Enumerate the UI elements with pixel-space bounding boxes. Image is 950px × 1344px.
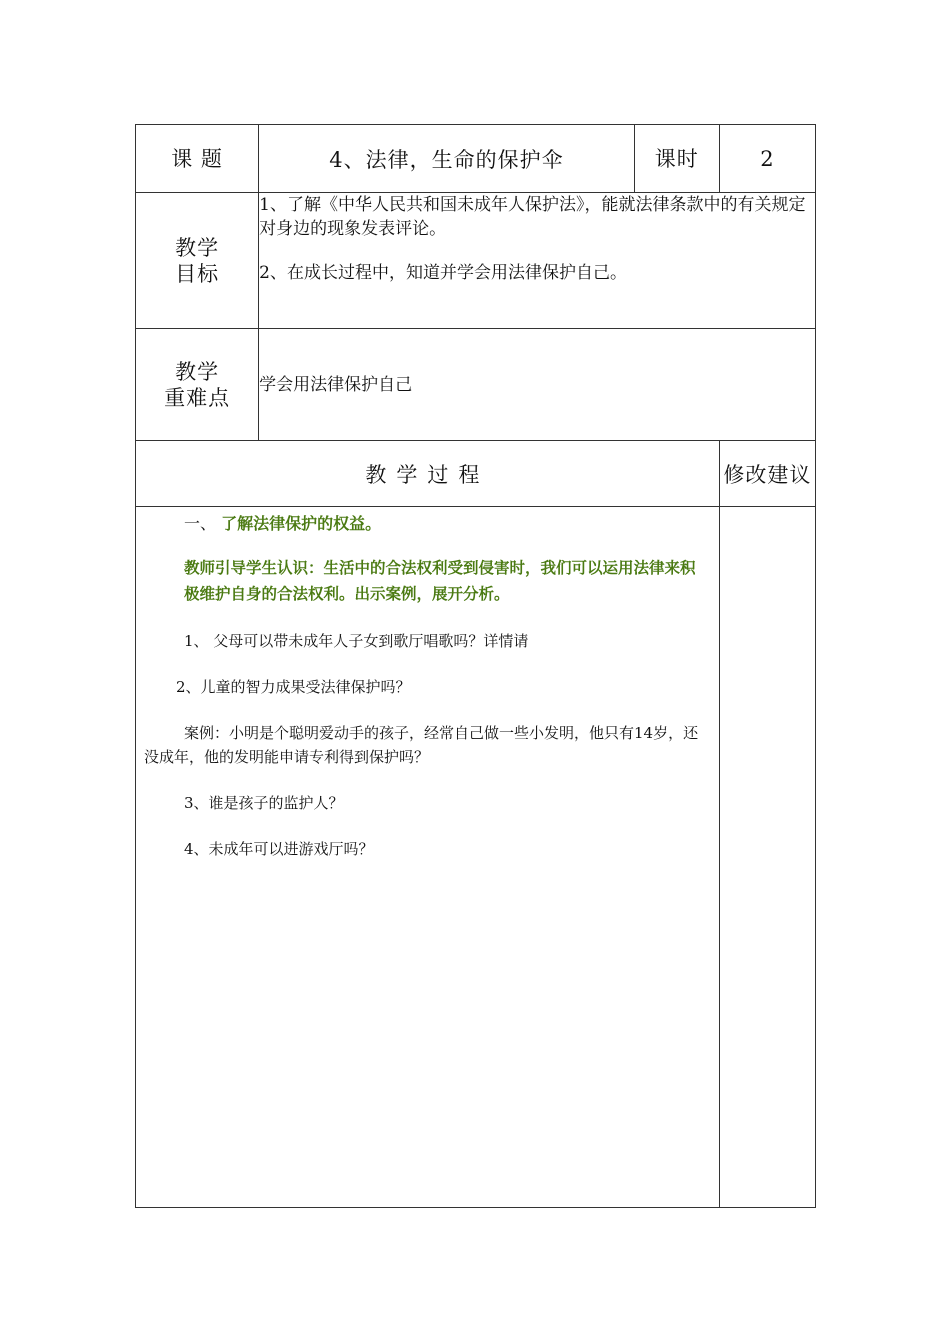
topic-value-cell (259, 125, 635, 193)
key-points-row (136, 329, 816, 441)
question-3: 3、谁是孩子的监护人？ (184, 794, 344, 812)
section-1-number: 一、 (184, 514, 217, 533)
key-points-value: 学会用法律保护自己 (259, 374, 413, 395)
suggestion-header: 修改建议 (723, 462, 812, 487)
hours-value: 2 (760, 146, 775, 171)
key-points-label-line1: 教学 (175, 359, 220, 384)
suggestion-content-cell (719, 507, 815, 1208)
hours-value-cell (719, 125, 815, 193)
topic-value: 4、法律，生命的保护伞 (329, 147, 564, 172)
objectives-label-line2: 目标 (175, 261, 220, 286)
objective-item-1: 1、了解《中华人民共和国未成年人保护法》，能就法律条款中的有关规定对身边的现象发表评论。 (259, 195, 806, 239)
key-points-label-cell (136, 329, 259, 441)
process-content-cell (136, 507, 720, 1208)
question-2: 2、儿童的智力成果受法律保护吗？ (176, 678, 411, 696)
hours-label-cell (634, 125, 719, 193)
objectives-label-line1: 教学 (175, 235, 220, 260)
process-header-cell (136, 441, 720, 507)
topic-row (136, 125, 816, 193)
topic-label-cell (136, 125, 259, 193)
hours-label: 课时 (654, 146, 699, 171)
objective-item-2: 2、在成长过程中，知道并学会用法律保护自己。 (259, 263, 627, 283)
section-1-title: 了解法律保护的权益。 (221, 514, 382, 533)
section-1-heading (184, 513, 711, 535)
objectives-row (136, 193, 816, 329)
question-1: 1、 父母可以带未成年人子女到歌厅唱歌吗？详情请 (184, 632, 529, 650)
objectives-label-cell (136, 193, 259, 329)
key-points-label-line2: 重难点 (164, 385, 231, 410)
topic-label: 课 题 (171, 146, 223, 171)
suggestion-header-cell (719, 441, 815, 507)
question-4: 4、未成年可以进游戏厅吗？ (184, 840, 374, 858)
objectives-content-cell (259, 193, 816, 329)
key-points-content-cell (259, 329, 816, 441)
teacher-guidance: 教师引导学生认识：生活中的合法权利受到侵害时，我们可以运用法律来积极维护自身的合法权利。出示案例，展开分析。 (184, 559, 696, 603)
process-content-row (136, 507, 816, 1208)
lesson-plan-table (135, 124, 816, 1208)
process-header: 教学过程 (365, 462, 490, 487)
case-text: 案例：小明是个聪明爱动手的孩子，经常自己做一些小发明，他只有14岁，还没成年，他的发明能申请专利得到保护吗？ (144, 724, 699, 766)
process-header-row (136, 441, 816, 507)
